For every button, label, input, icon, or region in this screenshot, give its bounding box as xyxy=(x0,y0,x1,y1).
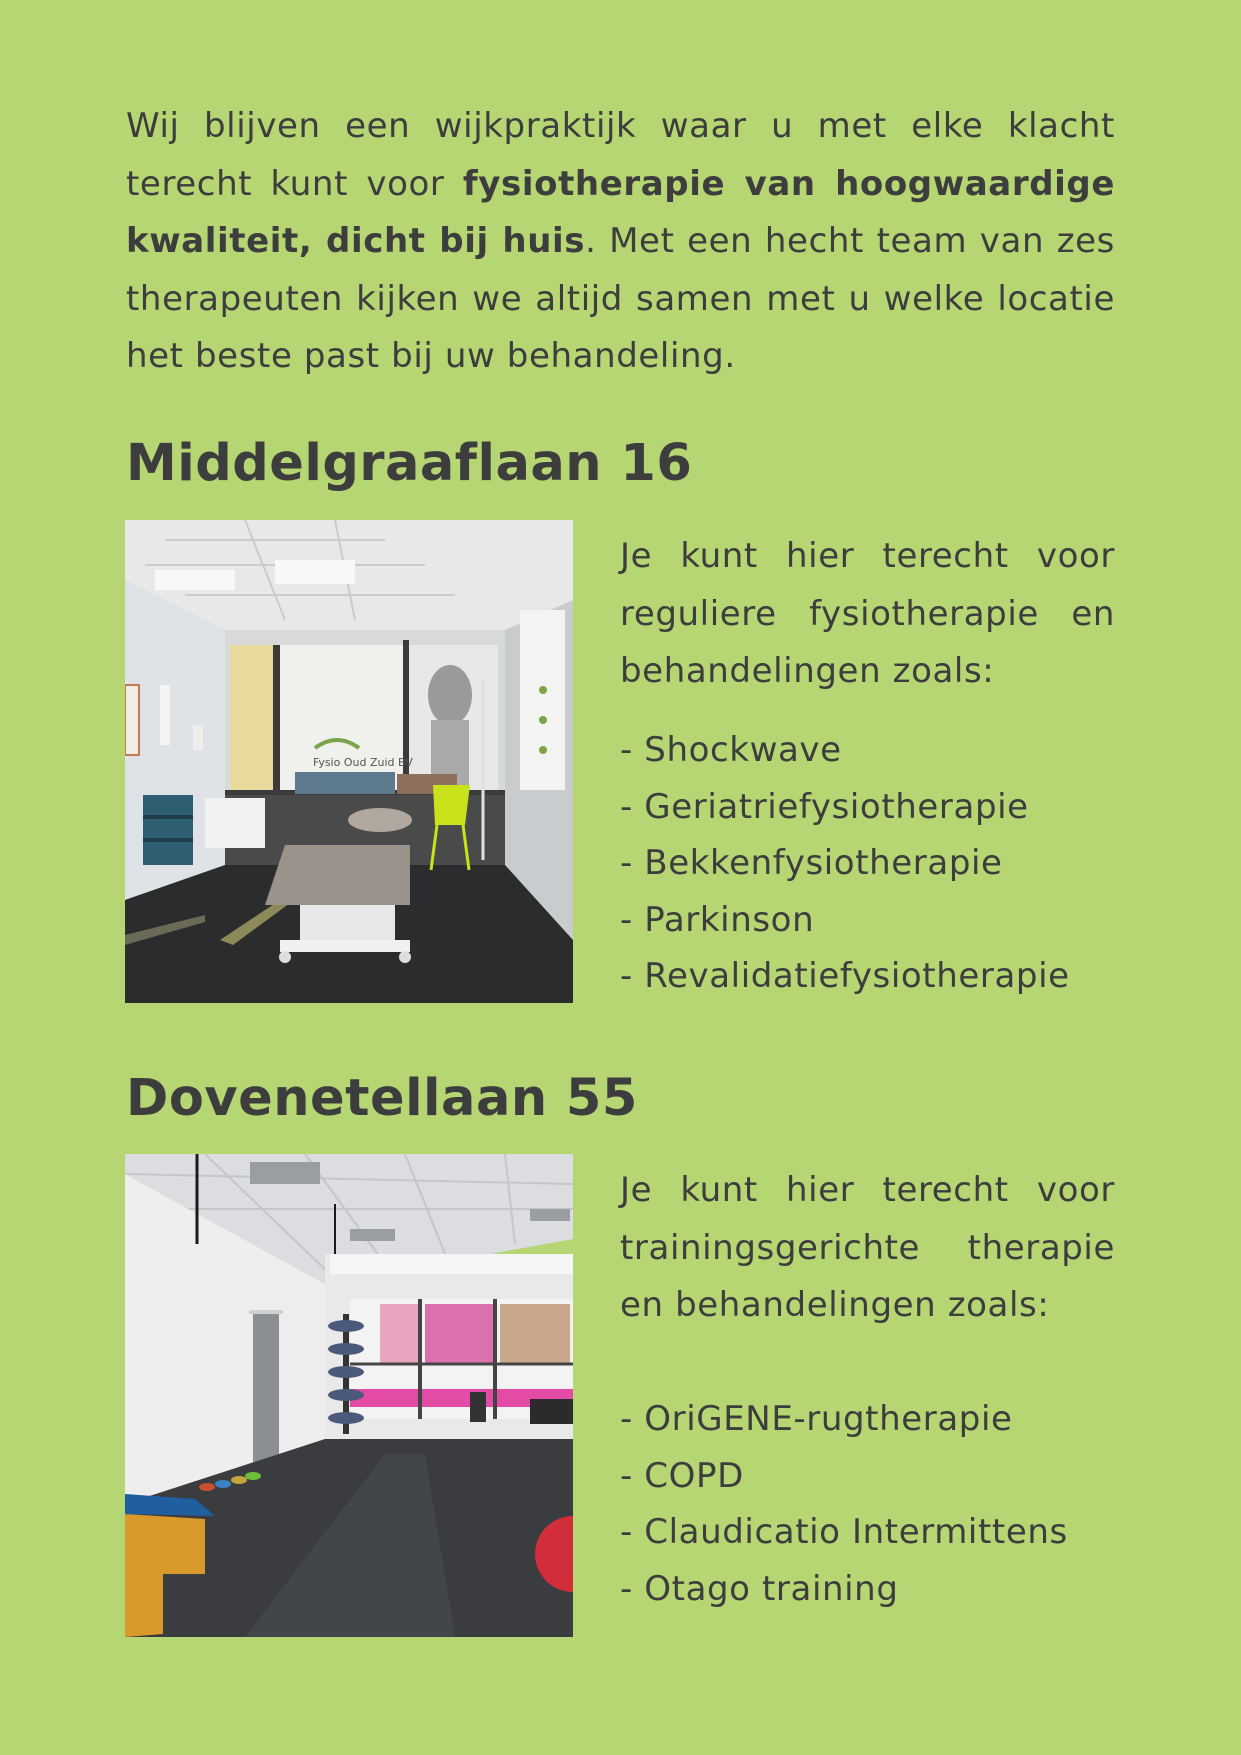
service-list-middelgraaflaan xyxy=(620,722,1115,1005)
list-item: - Revalidatiefysiotherapie xyxy=(620,956,1070,996)
list-item: - Geriatriefysiotherapie xyxy=(620,786,1029,827)
photo-sign-text: Fysio Oud Zuid BV xyxy=(313,756,413,769)
list-item: - Claudicatio Intermittens xyxy=(620,1512,1068,1552)
intro-paragraph xyxy=(126,98,1115,386)
location-title-dovenetellaan: Dovenetellaan 55 xyxy=(126,1069,638,1128)
intro-emphasis: fysiotherapie van hoogwaardige kwaliteit, dicht bij huis xyxy=(126,163,1115,261)
list-item: - OriGENE-rugtherapie xyxy=(620,1399,1013,1439)
intro-text-end: . Met een hecht team van zes therapeuten kijken we altijd samen met u welke locatie het beste past bij uw behandeling. xyxy=(126,221,1115,376)
list-item: - Parkinson xyxy=(620,899,815,940)
location-description-dovenetellaan: Je kunt hier terecht voor trainingsgerichte therapie en behandelingen zoals: xyxy=(620,1170,1115,1325)
location-description-middelgraaflaan: Je kunt hier terecht voor reguliere fysiotherapie en behandelingen zoals: xyxy=(620,536,1115,691)
location-title-middelgraaflaan: Middelgraaflaan 16 xyxy=(126,434,693,493)
intro-text-start: Wij blijven een wijkpraktijk waar u met elke klacht terecht kunt voor xyxy=(126,106,1115,204)
photo-training-room xyxy=(125,1154,573,1637)
photo-treatment-room xyxy=(125,520,573,1003)
training-room-illustration xyxy=(125,1154,573,1637)
service-list-dovenetellaan xyxy=(620,1391,1115,1617)
list-item: - Shockwave xyxy=(620,730,842,770)
treatment-room-illustration xyxy=(125,520,573,1003)
list-item: - Otago training xyxy=(620,1568,899,1609)
list-item: - Bekkenfysiotherapie xyxy=(620,843,1003,883)
list-item: - COPD xyxy=(620,1455,744,1496)
